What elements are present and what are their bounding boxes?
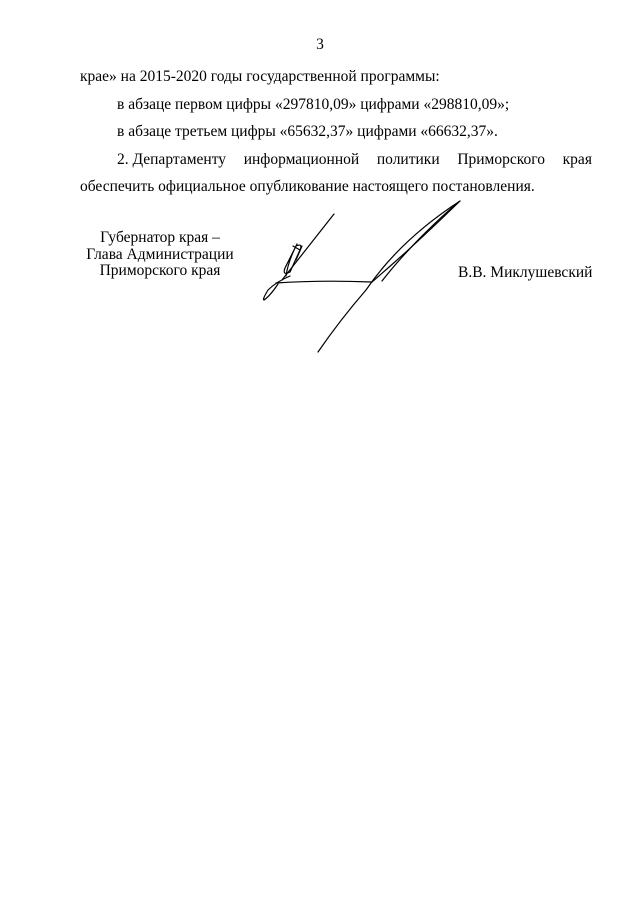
signatory-name: В.В. Миклушевский [458, 264, 593, 281]
title-line: Губернатор края – [100, 229, 220, 246]
word: 2. Департаменту [117, 151, 227, 168]
title-line: Глава Администрации [86, 245, 234, 263]
paragraph-line: в абзаце первом цифры «297810,09» цифрами «298810,09»; [117, 96, 510, 113]
paragraph-line: в абзаце третьем цифры «65632,37» цифрами «66632,37». [117, 123, 498, 140]
word: края [562, 151, 592, 168]
word: Приморского [457, 151, 545, 168]
page-number: 3 [316, 36, 324, 53]
word: информационной [243, 151, 360, 168]
paragraph-line: крае» на 2015-2020 годы государственной программы: [80, 68, 440, 85]
paragraph-line: обеспечить официальное опубликование настоящего постановления. [80, 178, 535, 195]
title-line: Приморского края [99, 262, 221, 279]
word: политики [376, 151, 440, 168]
